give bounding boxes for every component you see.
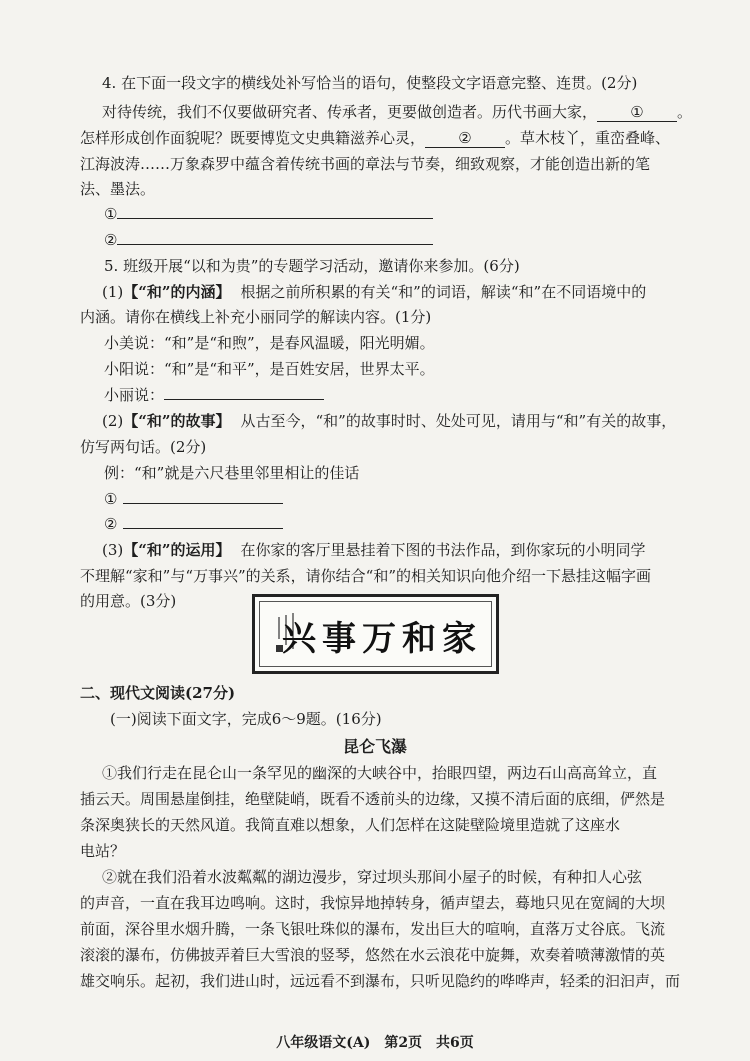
q5-s2-line1 bbox=[102, 410, 676, 432]
q5-s2-answer-1-line[interactable] bbox=[123, 489, 283, 504]
q5-xiaoli-answer-line[interactable] bbox=[164, 385, 324, 400]
calligraphy-text: 家和万事兴 bbox=[282, 619, 482, 659]
article-p2-line1: ②就在我们沿着水波粼粼的湖边漫步，穿过坝头那间小屋子的时候，有种扣人心弦 bbox=[102, 868, 643, 886]
q5-s2-answer-1 bbox=[104, 488, 283, 510]
calligraphy-artwork bbox=[252, 594, 499, 674]
q5-s3-number: (3) bbox=[102, 541, 124, 559]
q5-s1-line1 bbox=[102, 281, 646, 303]
q5-s2-heading: 【“和”的故事】 bbox=[123, 412, 231, 430]
q5-xiaoli bbox=[104, 384, 324, 406]
q5-s3-text-b: 不理解“家和”与“万事兴”的关系，请你结合“和”的相关知识向他介绍一下悬挂这幅字画 bbox=[80, 567, 652, 585]
q5-xiaoli-label: 小丽说： bbox=[104, 386, 165, 404]
q5-s1-text-b: 内涵。请你在横线上补充小丽同学的解读内容。(1分) bbox=[80, 308, 432, 326]
q5-xiaoyang: 小阳说：“和”是“和平”，是百姓安居，世界太平。 bbox=[104, 360, 435, 378]
q4-answer-2 bbox=[104, 229, 433, 251]
q4-para-line4: 法、墨法。 bbox=[80, 180, 156, 198]
q4-para-line1 bbox=[80, 101, 692, 123]
article-p1-line2: 插云天。周围悬崖倒挂，绝壁陡峭，既看不透前头的边缘，又摸不清后面的底细，俨然是 bbox=[80, 790, 666, 808]
section2-heading: 二、现代文阅读(27分) bbox=[80, 684, 236, 702]
q5-s3-heading: 【“和”的运用】 bbox=[123, 541, 231, 559]
section2-subheading: (一)阅读下面文字，完成6～9题。(16分) bbox=[110, 710, 382, 728]
article-p1-line4: 电站？ bbox=[80, 842, 126, 860]
q5-s2-answer-2 bbox=[104, 513, 283, 535]
q4-title: 4. 在下面一段文字的横线处补写恰当的语句，使整段文字语意完整、连贯。(2分) bbox=[102, 74, 638, 92]
q5-example: 例：“和”就是六尺巷里邻里相让的佳话 bbox=[104, 464, 360, 482]
q4-para-line1-text: 对待传统，我们不仅要做研究者、传承者，更要做创造者。历代书画大家， bbox=[102, 103, 598, 121]
q4-answer-2-label: ② bbox=[104, 231, 118, 249]
q4-answer-2-line[interactable] bbox=[117, 230, 433, 245]
article-p2-line5: 雄交响乐。起初，我们进山时，远远看不到瀑布，只听见隐约的哗哗声，轻柔的汩汩声，而 bbox=[80, 972, 681, 990]
q4-answer-1-label: ① bbox=[104, 205, 118, 223]
q4-para-line3: 江海波涛……万象森罗中蕴含着传统书画的章法与节奏，细致观察，才能创造出新的笔 bbox=[80, 155, 651, 173]
q5-xiaomei: 小美说：“和”是“和煦”，是春风温暖，阳光明媚。 bbox=[104, 334, 435, 352]
article-title: 昆仑飞瀑 bbox=[342, 737, 407, 756]
q4-para-line1-end: 。 bbox=[677, 103, 693, 121]
q5-s1-number: (1) bbox=[102, 283, 124, 301]
q5-s2-text-a: 从古至今，“和”的故事时时、处处可见，请用与“和”有关的故事， bbox=[240, 412, 677, 430]
q4-para-line2-end: 。草木枝丫，重峦叠峰、 bbox=[505, 129, 671, 147]
q4-para-line2-text: 怎样形成创作面貌呢？既要博览文史典籍滋养心灵， bbox=[80, 129, 426, 147]
q5-s2-answer-1-label: ① bbox=[104, 490, 118, 508]
q5-s2-answer-2-label: ② bbox=[104, 515, 118, 533]
q4-blank-1[interactable]: ① bbox=[597, 103, 677, 122]
q4-answer-1-line[interactable] bbox=[117, 204, 433, 219]
q4-para-line2 bbox=[80, 127, 670, 149]
q5-s1-text-a: 根据之前所积累的有关“和”的词语，解读“和”在不同语境中的 bbox=[240, 283, 647, 301]
article-p2-line2: 的声音，一直在我耳边鸣响。这时，我惊异地掉转身，循声望去，蓦地只见在宽阔的大坝 bbox=[80, 894, 666, 912]
article-p2-line3: 前面，深谷里水烟升腾，一条飞银吐珠似的瀑布，发出巨大的喧响，直落万丈谷底。飞流 bbox=[80, 920, 666, 938]
page-footer: 八年级语文(A) 第2页 共6页 bbox=[276, 1035, 474, 1051]
q5-s2-answer-2-line[interactable] bbox=[123, 514, 283, 529]
q5-s3-line1 bbox=[102, 539, 646, 561]
q4-answer-1 bbox=[104, 203, 433, 225]
q5-s3-text-c: 的用意。(3分) bbox=[80, 592, 177, 610]
article-p2-line4: 滚滚的瀑布，仿佛披弄着巨大雪浪的竖琴，悠然在水云浪花中旋舞，欢奏着喷薄激情的英 bbox=[80, 946, 666, 964]
q4-blank-2[interactable]: ② bbox=[425, 129, 505, 148]
q5-s2-text-b: 仿写两句话。(2分) bbox=[80, 438, 207, 456]
article-p1-line3: 条深奥狭长的天然风道。我简直难以想象，人们怎样在这陡壁险境里造就了这座水 bbox=[80, 816, 621, 834]
q5-s3-text-a: 在你家的客厅里悬挂着下图的书法作品，到你家玩的小明同学 bbox=[240, 541, 646, 559]
q5-s2-number: (2) bbox=[102, 412, 124, 430]
article-p1-line1: ①我们行走在昆仑山一条罕见的幽深的大峡谷中，抬眼四望，两边石山高高耸立，直 bbox=[102, 764, 658, 782]
q5-title: 5. 班级开展“以和为贵”的专题学习活动，邀请你来参加。(6分) bbox=[104, 257, 520, 275]
q5-s1-heading: 【“和”的内涵】 bbox=[123, 283, 231, 301]
